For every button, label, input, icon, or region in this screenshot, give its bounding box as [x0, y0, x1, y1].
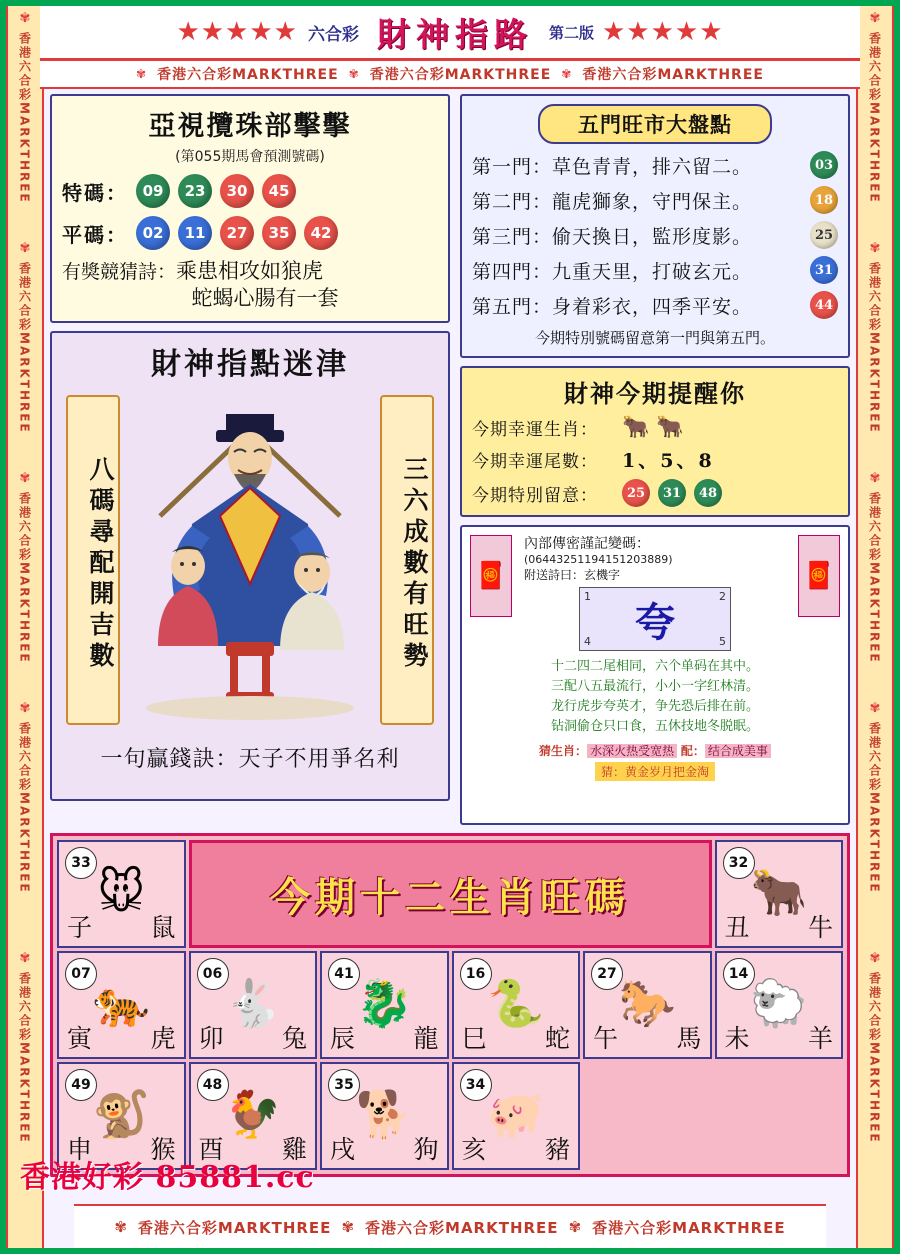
zodiac-number: 49: [65, 1069, 97, 1101]
zodiac-animal: 龍: [413, 1024, 439, 1053]
attention-ball: 31: [658, 479, 686, 507]
poem-label: 有獎競猜詩：: [62, 261, 177, 283]
zodiac-animal: 雞: [281, 1135, 307, 1164]
flower-icon: ✾: [869, 241, 881, 256]
zodiac-section: [50, 833, 850, 1177]
zodiac-earth-branch: 丑: [724, 913, 750, 942]
flower-icon: ✾: [869, 11, 881, 26]
masthead-subtitle-left: 六合彩: [307, 24, 359, 45]
rail-vertical-text: 香港六合彩MARKTHREE: [867, 262, 882, 434]
flower-icon: ✾: [19, 241, 31, 256]
mystic-character-box: [579, 587, 731, 651]
secret-line-2: (06443251194151203889): [524, 553, 673, 566]
gate-row: [472, 221, 838, 249]
zodiac-cell-snake[interactable]: [452, 951, 581, 1059]
zodiac-cell-ox[interactable]: [715, 840, 844, 948]
left-column: [50, 94, 450, 825]
ticker-item: 香港六合彩MARKTHREE: [157, 67, 339, 83]
ox-icon: 🐂: [750, 864, 808, 919]
guess-label: 猜：: [600, 764, 625, 779]
zodiac-number: 48: [197, 1069, 229, 1101]
number-ball: 30: [220, 174, 254, 208]
zodiac-number: 41: [328, 958, 360, 990]
lucky-zodiac-row: [472, 415, 838, 440]
zodiac-number: 07: [65, 958, 97, 990]
masthead-edition: 第二版: [548, 23, 594, 42]
zodiac-earth-branch: 午: [593, 1024, 619, 1053]
zodiac-animal: 馬: [676, 1024, 702, 1053]
flower-icon: ✾: [348, 67, 360, 81]
verse-line: 龙行虎步夸英才，争先恐后排在前。: [550, 699, 759, 715]
zodiac-earth-branch: 卯: [198, 1024, 224, 1053]
flower-icon: ✾: [869, 701, 881, 716]
goat-icon: 🐑: [750, 975, 808, 1030]
gate-row: [472, 291, 838, 319]
page-title: 財神指路: [376, 14, 533, 54]
number-ball: 23: [178, 174, 212, 208]
rail-vertical-text: 香港六合彩MARKTHREE: [17, 262, 32, 434]
flower-icon: ✾: [19, 471, 31, 486]
wealth-god-panel: [50, 331, 450, 801]
verse-block: [468, 657, 842, 738]
normal-numbers-row: [62, 216, 438, 250]
stars-right-icon: ★★★★★: [602, 17, 724, 47]
guess-pair-label: 配：: [680, 743, 705, 758]
flower-icon: ✾: [568, 1218, 583, 1236]
deity-illustration: [130, 391, 370, 731]
zodiac-cell-dog[interactable]: [320, 1062, 449, 1170]
gate-number-ball: 44: [810, 291, 838, 319]
rail-vertical-text: 香港六合彩MARKTHREE: [867, 492, 882, 664]
normal-label: 平碼：: [62, 222, 128, 247]
special-attention-row: [472, 479, 838, 507]
snake-icon: 🐍: [487, 975, 545, 1030]
zodiac-cell-pig[interactable]: [452, 1062, 581, 1170]
poem-line-1: 乘患相攻如狼虎: [176, 259, 324, 283]
flower-icon: ✾: [341, 1218, 356, 1236]
zodiac-earth-branch: 戌: [330, 1135, 356, 1164]
wealth-god-title: 財神指點迷津: [151, 347, 349, 382]
zodiac-animal: 兔: [281, 1024, 307, 1053]
gate-text: 第一門：草色青青，排六留二。: [472, 155, 753, 178]
number-ball: 09: [136, 174, 170, 208]
number-ball: 35: [262, 216, 296, 250]
secret-code-panel: [460, 525, 850, 825]
zodiac-animal: 虎: [150, 1024, 176, 1053]
gate-text: 第四門：九重天里，打破玄元。: [472, 260, 753, 283]
ticker-item: 香港六合彩MARKTHREE: [369, 67, 552, 83]
rabbit-icon: 🐇: [224, 975, 282, 1030]
guess-zodiac-value: 水深火热受宽热: [587, 744, 677, 758]
horse-icon: 🐎: [618, 975, 676, 1030]
number-ball: 42: [304, 216, 338, 250]
zodiac-earth-branch: 未: [724, 1024, 750, 1053]
special-numbers-row: [62, 174, 438, 208]
dragon-icon: 🐉: [355, 975, 413, 1030]
gate-text: 第二門：龍虎獅象，守門保主。: [472, 190, 753, 213]
verse-line: 十二四二尾相同，六个单码在其中。: [550, 659, 759, 674]
zodiac-number: 34: [460, 1069, 492, 1101]
rat-icon: 🐭: [97, 865, 146, 919]
flower-icon: ✾: [136, 67, 148, 81]
prediction-title: 亞視攬珠部擊擊: [148, 111, 352, 142]
zodiac-grid: [57, 840, 843, 1170]
zodiac-number: 16: [460, 958, 492, 990]
secret-head: [468, 533, 842, 583]
rail-vertical-text: 香港六合彩MARKTHREE: [867, 722, 882, 894]
verse-line: 三配八五最流行，小小一字红林清。: [550, 679, 759, 695]
secret-line-3: 附送詩曰：玄機字: [524, 568, 621, 582]
flower-icon: ✾: [19, 11, 31, 26]
five-gates-panel: [460, 94, 850, 358]
zodiac-cell-tiger[interactable]: [57, 951, 186, 1059]
flower-icon: ✾: [869, 951, 881, 966]
zodiac-earth-branch: 酉: [198, 1135, 224, 1164]
zodiac-earth-branch: 亥: [461, 1135, 487, 1164]
gate-row: [472, 186, 838, 214]
scroll-left: 八碼尋配開吉數: [66, 395, 120, 725]
rail-vertical-text: 香港六合彩MARKTHREE: [17, 722, 32, 894]
door-god-left-icon: 🧧: [470, 535, 512, 617]
zodiac-number: 32: [723, 847, 755, 879]
number-ball: 45: [262, 174, 296, 208]
special-label: 特碼：: [62, 180, 128, 205]
flower-icon: ✾: [561, 67, 573, 81]
gate-row: [472, 151, 838, 179]
scroll-right: 三六成數有旺勢: [380, 395, 434, 725]
flower-icon: ✾: [114, 1218, 128, 1236]
rooster-icon: 🐓: [224, 1086, 282, 1141]
door-god-right-icon: 🧧: [798, 535, 840, 617]
prediction-panel: [50, 94, 450, 323]
lucky-zodiac-label: 今期幸運生肖：: [472, 420, 598, 440]
gate-text: 第五門：身着彩衣，四季平安。: [472, 295, 753, 318]
corner-number-4: 4: [584, 635, 591, 648]
zodiac-earth-branch: 巳: [461, 1024, 487, 1053]
page-body: [40, 86, 860, 1202]
ox-icon: 🐂 🐂: [622, 415, 684, 440]
zodiac-cell-dragon[interactable]: [320, 951, 449, 1059]
upper-row: [50, 94, 850, 825]
zodiac-number: 35: [328, 1069, 360, 1101]
zodiac-cell-rat[interactable]: [57, 840, 186, 948]
mystic-character: 夸: [635, 598, 675, 646]
pig-icon: 🐖: [487, 1086, 545, 1141]
rail-vertical-text: 香港六合彩MARKTHREE: [17, 32, 32, 204]
five-gates-caption: 五門旺市大盤點: [538, 104, 772, 144]
footer-ticker: [74, 1204, 826, 1248]
gate-number-ball: 18: [810, 186, 838, 214]
zodiac-earth-branch: 申: [67, 1135, 93, 1164]
zodiac-animal: 鼠: [150, 913, 176, 942]
zodiac-animal: 蛇: [544, 1024, 570, 1053]
lucky-tail-value: 1、5、8: [622, 450, 715, 472]
footer-item: 香港六合彩MARKTHREE: [592, 1218, 786, 1237]
zodiac-animal: 狗: [413, 1135, 439, 1164]
gate-row: [472, 256, 838, 284]
footer-item: 香港六合彩MARKTHREE: [137, 1218, 332, 1237]
zodiac-animal: 牛: [807, 913, 833, 942]
flower-icon: ✾: [19, 701, 31, 716]
zodiac-banner-text: 今期十二生肖旺碼: [270, 873, 630, 921]
lucky-tail-label: 今期幸運尾數：: [472, 452, 598, 472]
rail-vertical-text: 香港六合彩MARKTHREE: [867, 972, 882, 1144]
left-decorative-rail: [6, 6, 44, 1248]
flower-icon: ✾: [869, 471, 881, 486]
number-ball: 27: [220, 216, 254, 250]
watermark: [20, 1152, 315, 1196]
rail-vertical-text: 香港六合彩MARKTHREE: [17, 492, 32, 664]
zodiac-earth-branch: 寅: [67, 1024, 93, 1053]
footer-item: 香港六合彩MARKTHREE: [365, 1218, 559, 1237]
stars-left-icon: ★★★★★: [176, 17, 298, 47]
guess-zodiac-label: 猜生肖：: [539, 743, 588, 758]
secret-line-1: 內部傳密謹記變碼：: [524, 536, 650, 552]
zodiac-cell-horse[interactable]: [583, 951, 712, 1059]
dog-icon: 🐕: [355, 1086, 413, 1141]
verse-line: 钻洞偷仓只口食，五休技地冬脱眠。: [550, 719, 759, 735]
attention-ball: 48: [694, 479, 722, 507]
five-gates-footer: 今期特別號碼留意第一門與第五門。: [534, 329, 775, 347]
zodiac-number: 33: [65, 847, 97, 879]
reminder-title: 財神今期提醒你: [564, 379, 746, 408]
zodiac-number: 14: [723, 958, 755, 990]
rail-vertical-text: 香港六合彩MARKTHREE: [867, 32, 882, 204]
attention-ball: 25: [622, 479, 650, 507]
corner-number-5: 5: [719, 635, 726, 648]
ticker-bar: [40, 61, 860, 89]
zodiac-cell-goat[interactable]: [715, 951, 844, 1059]
guess-block: [468, 742, 842, 781]
rail-vertical-text: 香港六合彩MARKTHREE: [17, 972, 32, 1144]
right-decorative-rail: [856, 6, 894, 1248]
wealth-god-footer: 一句贏錢訣：天子不用爭名利: [100, 747, 400, 772]
gate-number-ball: 31: [810, 256, 838, 284]
right-column: [460, 94, 850, 825]
zodiac-animal: 猴: [150, 1135, 176, 1164]
zodiac-banner: [189, 840, 712, 948]
flower-icon: ✾: [19, 951, 31, 966]
corner-number-1: 1: [584, 590, 591, 603]
page-inner: [40, 6, 860, 1248]
zodiac-earth-branch: 辰: [330, 1024, 356, 1053]
special-attention-label: 今期特別留意：: [472, 485, 598, 506]
gate-number-ball: 03: [810, 151, 838, 179]
gate-text: 第三門：偷天換日，監形度影。: [472, 225, 753, 248]
number-ball: 02: [136, 216, 170, 250]
tiger-icon: 🐅: [92, 975, 150, 1030]
guess-value: 黄金岁月把金淘: [625, 764, 710, 779]
reminder-panel: [460, 366, 850, 517]
gate-number-ball: 25: [810, 221, 838, 249]
masthead: [40, 6, 860, 61]
zodiac-number: 27: [591, 958, 623, 990]
watermark-url: 85881.cc: [155, 1160, 315, 1195]
monkey-icon: 🐒: [92, 1086, 150, 1141]
deity-svg: [130, 391, 370, 731]
zodiac-animal: 羊: [807, 1024, 833, 1053]
watermark-text: 香港好彩: [20, 1160, 144, 1195]
poem-block: [62, 258, 438, 311]
lucky-tail-row: [472, 446, 838, 473]
corner-number-2: 2: [719, 590, 726, 603]
zodiac-cell-rabbit[interactable]: [189, 951, 318, 1059]
zodiac-animal: 豬: [544, 1135, 570, 1164]
number-ball: 11: [178, 216, 212, 250]
zodiac-earth-branch: 子: [67, 913, 93, 942]
prediction-subtitle: (第055期馬會預測號碼): [175, 149, 325, 165]
zodiac-number: 06: [197, 958, 229, 990]
ticker-item: 香港六合彩MARKTHREE: [582, 67, 764, 83]
guess-pair-value: 结合成美事: [705, 744, 771, 758]
poem-line-2: 蛇蝎心腸有一套: [191, 285, 339, 310]
